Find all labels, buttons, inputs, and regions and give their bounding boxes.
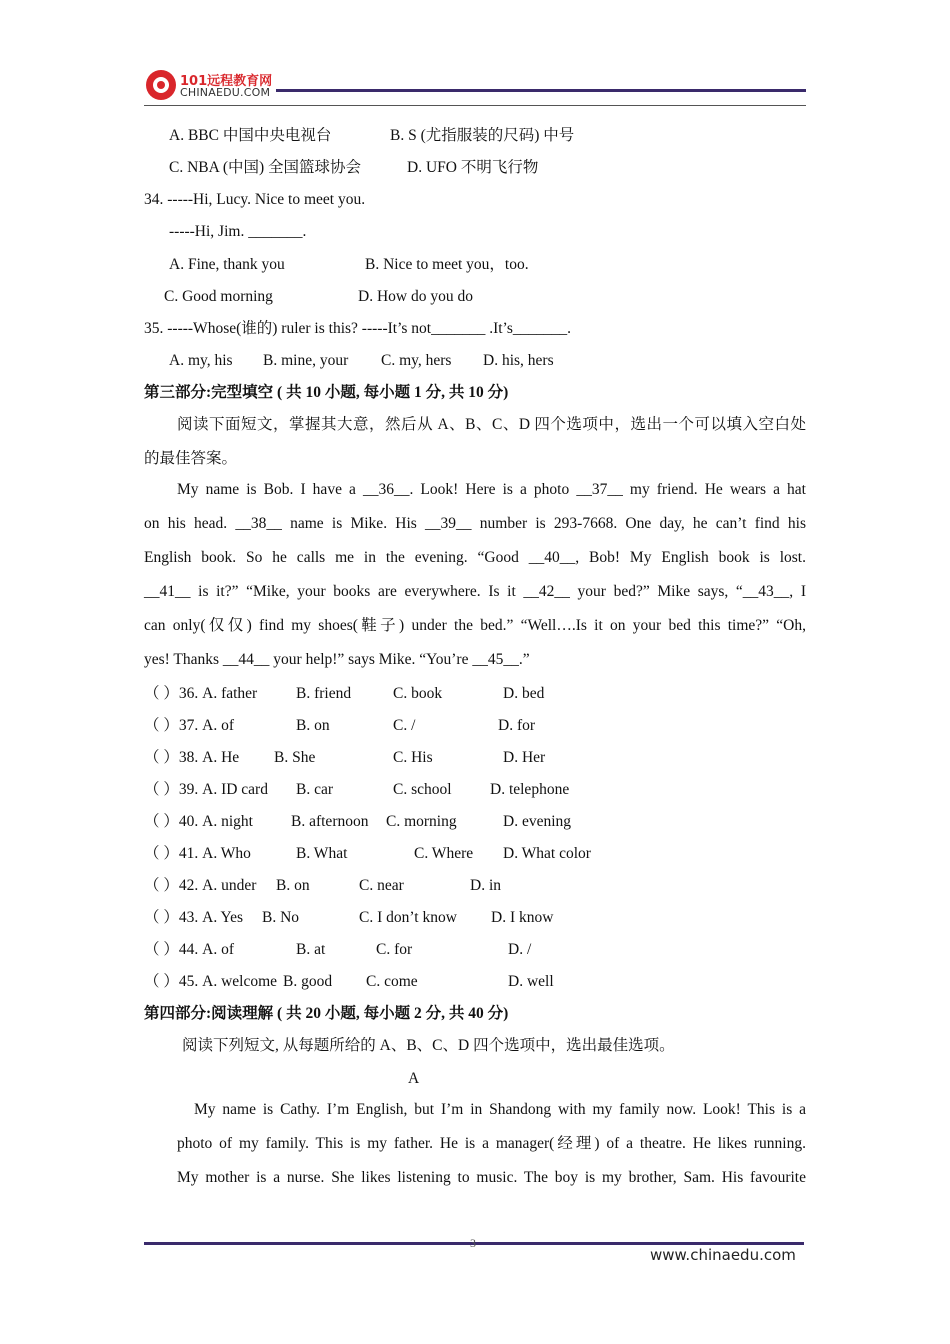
q44-option-c: C. for (376, 941, 413, 958)
logo-text-cn: 101远程教育网 (180, 74, 273, 89)
logo-icon (146, 70, 176, 100)
q39-option-c: C. school (393, 781, 452, 798)
q34-option-d: D. How do you do (358, 288, 473, 305)
page-number: 3 (470, 1236, 476, 1250)
q42-option-d: D. in (470, 877, 501, 894)
q43-option-b: B. No (262, 909, 300, 926)
part3-title: 第三部分:完型填空 ( 共 10 小题, 每小题 1 分, 共 10 分) (144, 384, 509, 401)
q43-option-d: D. I know (491, 909, 554, 926)
q33-option-b: B. S (尤指服装的尺码) 中号 (390, 127, 575, 144)
q38-option-c: C. His (393, 749, 433, 766)
q45-option-c: C. come (366, 973, 418, 990)
part3-instruction-line2: 的最佳答案。 (144, 450, 238, 467)
q34-reply: -----Hi, Jim. _______. (169, 223, 307, 240)
q34-option-b: B. Nice to meet you，too. (365, 256, 529, 273)
q39-option-d: D. telephone (490, 781, 570, 798)
q39-stem: （ ）39. A. ID card (144, 781, 268, 798)
q39-option-b: B. car (296, 781, 334, 798)
q36-option-d: D. bed (503, 685, 545, 702)
passage-line: English book. So he calls me in the evening. “Good __40__, Bob! My English book is lost. (144, 549, 806, 566)
q37-stem: （ ）37. A. of (144, 717, 234, 734)
q40-option-b: B. afternoon (291, 813, 369, 830)
q43-stem: （ ）43. A. Yes (144, 909, 244, 926)
part4-passage (177, 1093, 806, 1195)
q45-stem: （ ）45. A. welcome (144, 973, 278, 990)
q43-option-c: C. I don’t know (359, 909, 457, 926)
q34-stem: 34. -----Hi, Lucy. Nice to meet you. (144, 191, 366, 208)
passage-line: My mother is a nurse. She likes listening to music. The boy is my brother, Sam. His favourite (177, 1169, 806, 1186)
passage-line: My name is Cathy. I’m English, but I’m in Shandong with my family now. Look! This is a (194, 1101, 806, 1118)
q36-option-b: B. friend (296, 685, 352, 702)
q35-stem: 35. -----Whose(谁的) ruler is this? -----It’s not_______ .It’s_______. (144, 320, 572, 337)
part4-title: 第四部分:阅读理解 ( 共 20 小题, 每小题 2 分, 共 40 分) (144, 1005, 509, 1022)
passage-line: can only(仅仅) find my shoes(鞋子) under the bed.” “Well….Is it on your bed this time?” “Oh, (144, 617, 806, 634)
q33-option-a: A. BBC 中国中央电视台 (169, 127, 332, 144)
q41-option-b: B. What (296, 845, 348, 862)
q34-option-a: A. Fine, thank you (169, 256, 285, 273)
q44-option-d: D. / (508, 941, 532, 958)
passage-line: photo of my family. This is my father. He is a manager(经理) of a theatre. He likes running. (177, 1135, 806, 1152)
part4-instruction: 阅读下列短文, 从每题所给的 A、B、C、D 四个选项中，选出最佳选项。 (182, 1037, 675, 1054)
footer-url: www.chinaedu.com (650, 1246, 796, 1264)
q42-option-b: B. on (276, 877, 310, 894)
q37-option-b: B. on (296, 717, 330, 734)
q45-option-b: B. good (283, 973, 333, 990)
q37-option-c: C. / (393, 717, 416, 734)
q42-stem: （ ）42. A. under (144, 877, 257, 894)
q41-option-d: D. What color (503, 845, 591, 862)
q40-option-c: C. morning (386, 813, 457, 830)
q35-option-c: C. my, hers (381, 352, 452, 369)
part3-passage (144, 473, 806, 677)
q35-option-d: D. his, hers (483, 352, 554, 369)
q40-stem: （ ）40. A. night (144, 813, 253, 830)
q35-option-b: B. mine, your (263, 352, 349, 369)
q34-option-c: C. Good morning (164, 288, 273, 305)
q36-stem: （ ）36. A. father (144, 685, 258, 702)
passage-line: on his head. __38__ name is Mike. His __39__ number is 293-7668. One day, he can’t find his (144, 515, 806, 532)
header-rule-thin (144, 105, 806, 106)
q36-option-c: C. book (393, 685, 443, 702)
q38-stem: （ ）38. A. He (144, 749, 240, 766)
passage-line: __41__ is it?” “Mike, your books are everywhere. Is it __42__ your bed?” Mike says, “__43__, I (144, 583, 806, 600)
q40-option-d: D. evening (503, 813, 572, 830)
passage-line: My name is Bob. I have a __36__. Look! Here is a photo __37__ my friend. He wears a hat (177, 481, 806, 498)
q41-option-c: C. Where (414, 845, 474, 862)
header-rule (276, 89, 806, 92)
q38-option-b: B. She (274, 749, 316, 766)
q44-option-b: B. at (296, 941, 326, 958)
passage-line: yes! Thanks __44__ your help!” says Mike. “You’re __45__.” (144, 651, 530, 668)
q45-option-d: D. well (508, 973, 554, 990)
q33-option-d: D. UFO 不明飞行物 (407, 159, 539, 176)
q33-option-c: C. NBA (中国) 全国篮球协会 (169, 159, 362, 176)
q42-option-c: C. near (359, 877, 404, 894)
q37-option-d: D. for (498, 717, 536, 734)
q35-option-a: A. my, his (169, 352, 233, 369)
part3-instruction-line1: 阅读下面短文，掌握其大意，然后从 A、B、C、D 四个选项中，选出一个可以填入空白处 (177, 416, 806, 433)
logo-text-en: CHINAEDU.COM (180, 86, 271, 99)
part4-section-label: A (408, 1070, 420, 1087)
q38-option-d: D. Her (503, 749, 546, 766)
q41-stem: （ ）41. A. Who (144, 845, 251, 862)
q44-stem: （ ）44. A. of (144, 941, 234, 958)
